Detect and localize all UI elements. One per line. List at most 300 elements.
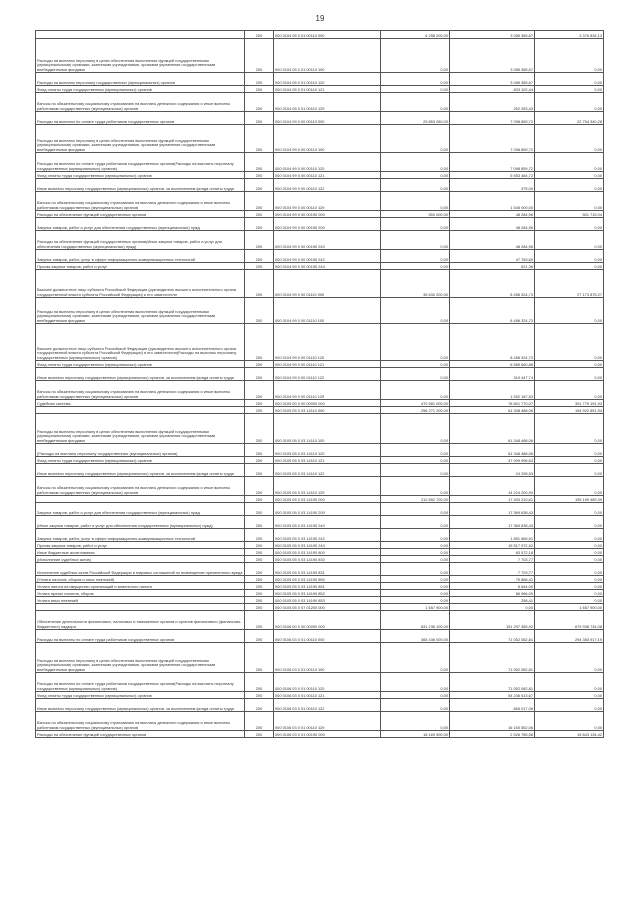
table-row xyxy=(36,712,604,731)
classification-code-cell: 000 0105 05 0 03 14190 242 xyxy=(274,529,381,542)
approved-amount-cell: 212 652 700,00 xyxy=(381,496,450,503)
line-code-cell: 200 xyxy=(245,400,274,407)
unexecuted-amount-cell: 0,00 xyxy=(535,172,604,179)
executed-amount-cell: 75 868,41 xyxy=(450,576,535,583)
unexecuted-amount-cell: 0,00 xyxy=(535,298,604,324)
executed-amount-cell: 24 298,53 xyxy=(450,464,535,477)
approved-amount-cell: 0,00 xyxy=(381,590,450,597)
approved-amount-cell: 1 657 900,00 xyxy=(381,604,450,611)
executed-amount-cell: 47 763,60 xyxy=(450,250,535,263)
unexecuted-amount-cell: 391 779 191,93 xyxy=(535,400,604,407)
executed-amount-cell: 833 102,44 xyxy=(450,86,535,93)
classification-code-cell: 000 0106 03 0 01 00190 000 xyxy=(274,731,381,738)
line-code-cell: 200 xyxy=(245,444,274,457)
classification-code-cell: 000 0105 05 0 03 14190 200 xyxy=(274,503,381,516)
table-row xyxy=(36,477,604,496)
expense-name-cell xyxy=(36,407,245,414)
approved-amount-cell: 0,00 xyxy=(381,298,450,324)
unexecuted-amount-cell: 0,00 xyxy=(535,699,604,712)
classification-code-cell: 000 0104 05 0 01 00110 129 xyxy=(274,93,381,112)
approved-amount-cell: 0,00 xyxy=(381,673,450,692)
expense-name-cell: Прочая закупка товаров, работ и услуг xyxy=(36,263,245,270)
unexecuted-amount-cell: 0,00 xyxy=(535,643,604,673)
expense-name-cell: Прочая закупка товаров, работ и услуг xyxy=(36,542,245,549)
approved-amount-cell: 0,00 xyxy=(381,361,450,368)
executed-amount-cell: 16 150 552,06 xyxy=(450,712,535,731)
expense-name-cell: Иные выплаты персоналу государственных (муниципальных) органов, за исключением фонда оплаты труда xyxy=(36,368,245,381)
unexecuted-amount-cell: 15 643 134,42 xyxy=(535,731,604,738)
executed-amount-cell: 17 369 638,43 xyxy=(450,516,535,529)
classification-code-cell: 000 0106 03 0 01 00110 100 xyxy=(274,643,381,673)
approved-amount-cell: 0,00 xyxy=(381,464,450,477)
unexecuted-amount-cell: 0,00 xyxy=(535,673,604,692)
unexecuted-amount-cell: 0,00 xyxy=(535,231,604,250)
table-row xyxy=(36,298,604,324)
line-code-cell: 200 xyxy=(245,563,274,576)
classification-code-cell: 000 0104 05 0 01 00110 100 xyxy=(274,39,381,73)
line-code-cell: 200 xyxy=(245,125,274,153)
unexecuted-amount-cell: 0,00 xyxy=(535,93,604,112)
table-row xyxy=(36,324,604,361)
expense-name-cell: Фонд оплаты труда государственных (муниципальных) органов xyxy=(36,172,245,179)
line-code-cell: 200 xyxy=(245,576,274,583)
line-code-cell: 200 xyxy=(245,516,274,529)
approved-amount-cell: 18 169 900,00 xyxy=(381,731,450,738)
approved-amount-cell: 0,00 xyxy=(381,597,450,604)
unexecuted-amount-cell: 0,00 xyxy=(535,368,604,381)
expense-name-cell: Фонд оплаты труда государственных (муниципальных) органов xyxy=(36,361,245,368)
unexecuted-amount-cell: 0,00 xyxy=(535,218,604,231)
executed-amount-cell: 61 348 488,06 xyxy=(450,407,535,414)
executed-amount-cell: 7 098 859,72 xyxy=(450,112,535,125)
table-row xyxy=(36,699,604,712)
approved-amount-cell: 0,00 xyxy=(381,93,450,112)
table-row xyxy=(36,576,604,583)
approved-amount-cell: 0,00 xyxy=(381,172,450,179)
classification-code-cell: 000 0104 99 0 00 00190 000 xyxy=(274,211,381,218)
expense-name-cell: Взносы по обязательному социальному страхованию на выплаты денежного содержания и иные выплаты работникам государственных (муниципальных) органов xyxy=(36,712,245,731)
executed-amount-cell: 3 085 365,67 xyxy=(450,31,535,39)
executed-amount-cell: 3 085 365,67 xyxy=(450,39,535,73)
classification-code-cell: 000 0105 05 0 03 14190 852 xyxy=(274,590,381,597)
line-code-cell: 200 xyxy=(245,496,274,503)
executed-amount-cell: 14 224 200,90 xyxy=(450,477,535,496)
executed-amount-cell: 71 052 082,81 xyxy=(450,673,535,692)
classification-code-cell: 000 0104 05 0 01 00110 121 xyxy=(274,86,381,93)
unexecuted-amount-cell: 3 376 834,13 xyxy=(535,31,604,39)
line-code-cell: 200 xyxy=(245,172,274,179)
approved-amount-cell: 0,00 xyxy=(381,368,450,381)
executed-amount-cell: 83 572,18 xyxy=(450,549,535,556)
executed-amount-cell: 7 098 859,72 xyxy=(450,153,535,172)
line-code-cell: 200 xyxy=(245,464,274,477)
unexecuted-amount-cell: 0,00 xyxy=(535,361,604,368)
table-row xyxy=(36,529,604,542)
unexecuted-amount-cell: 0,00 xyxy=(535,712,604,731)
unexecuted-amount-cell: 1 657 900,00 xyxy=(535,604,604,611)
approved-amount-cell: 0,00 xyxy=(381,153,450,172)
executed-amount-cell: 47 099 996,63 xyxy=(450,457,535,464)
unexecuted-amount-cell: 501 715,04 xyxy=(535,211,604,218)
approved-amount-cell: 0,00 xyxy=(381,576,450,583)
expense-name-cell: Взносы по обязательному социальному страхованию на выплаты денежного содержания и иные выплаты работникам государственных (муниципальных) органов xyxy=(36,93,245,112)
classification-code-cell: 000 0105 05 0 03 14190 831 xyxy=(274,563,381,576)
unexecuted-amount-cell: 294 383 917,19 xyxy=(535,630,604,643)
executed-amount-cell: 258,41 xyxy=(450,597,535,604)
classification-code-cell: 000 0105 05 0 03 14190 800 xyxy=(274,549,381,556)
table-row xyxy=(36,692,604,699)
expense-name-cell: Уплата иных платежей xyxy=(36,597,245,604)
classification-code-cell: 000 0104 99 0 00 00190 244 xyxy=(274,263,381,270)
line-code-cell: 200 xyxy=(245,503,274,516)
unexecuted-amount-cell: 0,00 xyxy=(535,549,604,556)
expense-name-cell: Расходы на выплаты персоналу в целях обеспечения выполнения функций государственными (муниципальными) органами, казенными учреждениями, органами управления государственными внебюджетными фондами xyxy=(36,39,245,73)
unexecuted-amount-cell: 27 173 875,27 xyxy=(535,270,604,298)
table-row xyxy=(36,457,604,464)
approved-amount-cell: 0,00 xyxy=(381,583,450,590)
unexecuted-amount-cell: 0,00 xyxy=(535,179,604,192)
table-row xyxy=(36,93,604,112)
approved-amount-cell: 0,00 xyxy=(381,529,450,542)
classification-code-cell: 000 0104 99 0 00 01110 100 xyxy=(274,298,381,324)
line-code-cell: 200 xyxy=(245,556,274,563)
executed-amount-cell: 71 052 082,81 xyxy=(450,643,535,673)
table-row xyxy=(36,31,604,39)
unexecuted-amount-cell: 0,00 xyxy=(535,263,604,270)
unexecuted-amount-cell: 0,00 xyxy=(535,583,604,590)
unexecuted-amount-cell: 0,00 xyxy=(535,529,604,542)
classification-code-cell: 000 0104 99 0 00 00110 122 xyxy=(274,179,381,192)
unexecuted-amount-cell: 0,00 xyxy=(535,324,604,361)
table-row xyxy=(36,153,604,172)
approved-amount-cell: 550 000,00 xyxy=(381,211,450,218)
line-code-cell: 200 xyxy=(245,590,274,597)
approved-amount-cell: 0,00 xyxy=(381,381,450,400)
unexecuted-amount-cell: 0,00 xyxy=(535,556,604,563)
classification-code-cell: 000 0106 03 0 01 00110 121 xyxy=(274,692,381,699)
executed-amount-cell: 7 703,77 xyxy=(450,563,535,576)
classification-code-cell: 000 0104 99 0 00 00110 100 xyxy=(274,125,381,153)
table-row xyxy=(36,368,604,381)
unexecuted-amount-cell: 0,00 xyxy=(535,39,604,73)
table-row xyxy=(36,381,604,400)
table-row xyxy=(36,542,604,549)
approved-amount-cell: 0,00 xyxy=(381,179,450,192)
expense-name-cell: Расходы на выплаты по оплате труда работников государственных органов xyxy=(36,630,245,643)
classification-code-cell: 000 0104 99 0 00 00190 240 xyxy=(274,231,381,250)
table-row xyxy=(36,172,604,179)
executed-amount-cell: 8 456 324,73 xyxy=(450,324,535,361)
line-code-cell: 200 xyxy=(245,270,274,298)
executed-amount-cell: 48 284,96 xyxy=(450,218,535,231)
executed-amount-cell: 8 456 324,73 xyxy=(450,298,535,324)
line-code-cell: 200 xyxy=(245,611,274,630)
executed-amount-cell: 375,00 xyxy=(450,179,535,192)
executed-amount-cell: 252 263,43 xyxy=(450,93,535,112)
unexecuted-amount-cell: 0,00 xyxy=(535,192,604,211)
approved-amount-cell: 0,00 xyxy=(381,549,450,556)
table-row xyxy=(36,496,604,503)
classification-code-cell: 000 0104 99 0 00 00190 242 xyxy=(274,250,381,263)
unexecuted-amount-cell: 195 199 489,39 xyxy=(535,496,604,503)
table-row xyxy=(36,270,604,298)
approved-amount-cell: 0,00 xyxy=(381,263,450,270)
approved-amount-cell: 0,00 xyxy=(381,712,450,731)
line-code-cell: 200 xyxy=(245,597,274,604)
approved-amount-cell: 4 258 200,00 xyxy=(381,31,450,39)
classification-code-cell: 000 0106 03 0 01 00110 129 xyxy=(274,712,381,731)
approved-amount-cell: 0,00 xyxy=(381,563,450,576)
line-code-cell: 200 xyxy=(245,153,274,172)
classification-code-cell: 000 0106 00 0 00 00000 000 xyxy=(274,611,381,630)
classification-code-cell: 000 0104 99 0 00 01110 121 xyxy=(274,361,381,368)
approved-amount-cell: 0,00 xyxy=(381,73,450,86)
unexecuted-amount-cell: 0,00 xyxy=(535,153,604,172)
unexecuted-amount-cell: 0,00 xyxy=(535,597,604,604)
unexecuted-amount-cell: 0,00 xyxy=(535,464,604,477)
approved-amount-cell: 365 436 000,00 xyxy=(381,630,450,643)
approved-amount-cell: 0,00 xyxy=(381,643,450,673)
expense-name-cell: Фонд оплаты труда государственных (муниципальных) органов xyxy=(36,457,245,464)
line-code-cell: 200 xyxy=(245,31,274,39)
line-code-cell: 200 xyxy=(245,583,274,590)
executed-amount-cell: 48 284,96 xyxy=(450,231,535,250)
expense-name-cell: Уплата прочих налогов, сборов xyxy=(36,590,245,597)
line-code-cell: 200 xyxy=(245,368,274,381)
line-code-cell: 200 xyxy=(245,692,274,699)
unexecuted-amount-cell: 0,00 xyxy=(535,516,604,529)
approved-amount-cell: 0,00 xyxy=(381,699,450,712)
line-code-cell: 200 xyxy=(245,361,274,368)
expense-name-cell: Расходы на обеспечение функций государственных органов xyxy=(36,731,245,738)
expense-name-cell: Фонд оплаты труда государственных (муниципальных) органов xyxy=(36,692,245,699)
approved-amount-cell: 0,00 xyxy=(381,39,450,73)
executed-amount-cell: 319 447,74 xyxy=(450,368,535,381)
unexecuted-amount-cell: 0,00 xyxy=(535,73,604,86)
expense-name-cell: Расходы на выплаты персоналу в целях обеспечения выполнения функций государственными (муниципальными) органами, казенными учреждениями, органами управления государственными внебюджетными фондами xyxy=(36,298,245,324)
table-row xyxy=(36,414,604,444)
expense-name-cell: Высшее должностное лицо субъекта Российской Федерации (руководитель высшего исполнительного органа государственной власти субъекта Российской Федерации) и его заместители xyxy=(36,270,245,298)
line-code-cell: 200 xyxy=(245,73,274,86)
approved-amount-cell: 0,00 xyxy=(381,324,450,361)
classification-code-cell: 000 0105 05 0 03 14190 853 xyxy=(274,597,381,604)
approved-amount-cell: 0,00 xyxy=(381,542,450,549)
unexecuted-amount-cell: 0,00 xyxy=(535,692,604,699)
unexecuted-amount-cell: 22 754 340,28 xyxy=(535,112,604,125)
unexecuted-amount-cell: 679 938 734,08 xyxy=(535,611,604,630)
classification-code-cell: 000 0105 05 0 03 14190 830 xyxy=(274,556,381,563)
expense-name-cell: (Расходы на выплаты персоналу государственных (муниципальных) органов) xyxy=(36,444,245,457)
expense-name-cell: Исполнение судебных актов Российской Федерации и мировых соглашений по возмещению причиненного вреда xyxy=(36,563,245,576)
table-row xyxy=(36,556,604,563)
expense-name-cell xyxy=(36,31,245,39)
classification-code-cell: 000 0104 05 0 01 00110 000 xyxy=(274,31,381,39)
approved-amount-cell: 0,00 xyxy=(381,692,450,699)
classification-code-cell: 000 0105 05 0 03 14190 850 xyxy=(274,576,381,583)
line-code-cell: 200 xyxy=(245,263,274,270)
unexecuted-amount-cell: 0,00 xyxy=(535,590,604,597)
classification-code-cell: 000 0104 99 0 00 00110 121 xyxy=(274,172,381,179)
approved-amount-cell: 0,00 xyxy=(381,477,450,496)
executed-amount-cell: 61 348 488,06 xyxy=(450,444,535,457)
line-code-cell: 200 xyxy=(245,218,274,231)
approved-amount-cell: 0,00 xyxy=(381,503,450,516)
table-body xyxy=(36,31,604,738)
expense-name-cell: Закупка товаров, работ, услуг в сфере информационно-коммуникационных технологий xyxy=(36,250,245,263)
line-code-cell: 200 xyxy=(245,192,274,211)
classification-code-cell: 000 0104 05 0 01 00110 120 xyxy=(274,73,381,86)
table-row xyxy=(36,516,604,529)
expense-name-cell: Иные выплаты персоналу государственных (муниципальных) органов, за исключением фонда оплаты труда xyxy=(36,179,245,192)
executed-amount-cell: 5 553 484,72 xyxy=(450,172,535,179)
classification-code-cell: 000 0104 99 0 00 00110 129 xyxy=(274,192,381,211)
classification-code-cell: 000 0105 05 0 03 14190 244 xyxy=(274,542,381,549)
executed-amount-cell: 2 526 765,58 xyxy=(450,731,535,738)
classification-code-cell: 000 0104 99 0 00 01110 129 xyxy=(274,381,381,400)
expense-name-cell: Судебная система xyxy=(36,400,245,407)
approved-amount-cell: 0,00 xyxy=(381,516,450,529)
classification-code-cell: 000 0104 99 0 00 01110 120 xyxy=(274,324,381,361)
expense-name-cell: Закупка товаров, работ и услуг для обеспечения государственных (муниципальных) нужд xyxy=(36,503,245,516)
expense-name-cell: Расходы на обеспечение функций государственных органов xyxy=(36,211,245,218)
table-row xyxy=(36,179,604,192)
unexecuted-amount-cell: 0,00 xyxy=(535,542,604,549)
executed-amount-cell: 3 085 365,67 xyxy=(450,73,535,86)
approved-amount-cell: 0,00 xyxy=(381,444,450,457)
approved-amount-cell: 470 581 000,00 xyxy=(381,400,450,407)
executed-amount-cell: 521,36 xyxy=(450,263,535,270)
table-row xyxy=(36,407,604,414)
approved-amount-cell: 256 271 200,00 xyxy=(381,407,450,414)
executed-amount-cell: 1 851 665,91 xyxy=(450,529,535,542)
line-code-cell: 200 xyxy=(245,324,274,361)
line-code-cell: 200 xyxy=(245,211,274,218)
executed-amount-cell: 151 297 365,92 xyxy=(450,611,535,630)
table-row xyxy=(36,590,604,597)
unexecuted-amount-cell: 0,00 xyxy=(535,576,604,583)
expense-name-cell: (Иные закупки товаров, работ и услуг для обеспечения государственных (муниципальных) нужд) xyxy=(36,516,245,529)
expense-name-cell: Иные выплаты персоналу государственных (муниципальных) органов, за исключением фонда оплаты труда xyxy=(36,464,245,477)
executed-amount-cell: 8 644,00 xyxy=(450,583,535,590)
approved-amount-cell: 0,00 xyxy=(381,192,450,211)
unexecuted-amount-cell: 0,00 xyxy=(535,563,604,576)
executed-amount-cell: 8 456 324,73 xyxy=(450,270,535,298)
approved-amount-cell: 0,00 xyxy=(381,250,450,263)
classification-code-cell: 000 0105 05 0 03 14110 100 xyxy=(274,414,381,444)
expense-name-cell: (Уплата налогов, сборов и иных платежей) xyxy=(36,576,245,583)
table-row xyxy=(36,231,604,250)
classification-code-cell: 000 0105 05 0 03 14190 000 xyxy=(274,496,381,503)
expense-name-cell xyxy=(36,604,245,611)
unexecuted-amount-cell: 194 922 851,94 xyxy=(535,407,604,414)
expense-name-cell: Расходы на выплаты персоналу в целях обеспечения выполнения функций государственными (муниципальными) органами, казенными учреждениями, органами управления государственными внебюджетными фондами xyxy=(36,125,245,153)
table-row xyxy=(36,549,604,556)
unexecuted-amount-cell: 0,00 xyxy=(535,381,604,400)
line-code-cell: 200 xyxy=(245,250,274,263)
unexecuted-amount-cell: 0,00 xyxy=(535,125,604,153)
table-row xyxy=(36,250,604,263)
expense-name-cell: Закупка товаров, работ, услуг в сфере информационно-коммуникационных технологий xyxy=(36,529,245,542)
expense-name-cell xyxy=(36,496,245,503)
classification-code-cell: 000 0106 03 0 01 00110 122 xyxy=(274,699,381,712)
line-code-cell: 200 xyxy=(245,39,274,73)
executed-amount-cell: 7 098 859,72 xyxy=(450,125,535,153)
executed-amount-cell: 61 348 488,06 xyxy=(450,414,535,444)
line-code-cell: 200 xyxy=(245,699,274,712)
expense-name-cell: Обеспечение деятельности финансовых, налоговых и таможенных органов и органов финансового (финансово-бюджетного) надзора xyxy=(36,611,245,630)
table-row xyxy=(36,673,604,692)
classification-code-cell: 000 0104 99 0 00 01110 122 xyxy=(274,368,381,381)
executed-amount-cell: 78 801 770,07 xyxy=(450,400,535,407)
executed-amount-cell: 66 966,00 xyxy=(450,590,535,597)
table-row xyxy=(36,73,604,86)
line-code-cell: 200 xyxy=(245,643,274,673)
table-row xyxy=(36,731,604,738)
approved-amount-cell: 29 853 280,00 xyxy=(381,112,450,125)
table-row xyxy=(36,583,604,590)
table-row xyxy=(36,192,604,211)
expense-name-cell: Иные выплаты персоналу государственных (муниципальных) органов, за исключением фонда оплаты труда xyxy=(36,699,245,712)
line-code-cell: 200 xyxy=(245,86,274,93)
classification-code-cell: 000 0105 05 0 03 14190 240 xyxy=(274,516,381,529)
table-row xyxy=(36,503,604,516)
table-row xyxy=(36,400,604,407)
expense-name-cell: Расходы на выплаты по оплате труда работников государственных органов(Расходы на выплаты персоналу государственных (муниципальных) органов) xyxy=(36,673,245,692)
expense-name-cell: Иные бюджетные ассигнования xyxy=(36,549,245,556)
table-row xyxy=(36,643,604,673)
page-number: 19 xyxy=(315,14,325,23)
executed-amount-cell: 54 236 513,67 xyxy=(450,692,535,699)
expense-name-cell: Уплата налога на имущество организаций и земельного налога xyxy=(36,583,245,590)
unexecuted-amount-cell: 0,00 xyxy=(535,444,604,457)
approved-amount-cell: 0,00 xyxy=(381,125,450,153)
executed-amount-cell: 15 517 972,52 xyxy=(450,542,535,549)
executed-amount-cell: 0,00 xyxy=(450,604,535,611)
table-row xyxy=(36,86,604,93)
classification-code-cell: 000 0105 00 0 00 00000 000 xyxy=(274,400,381,407)
line-code-cell: 200 xyxy=(245,731,274,738)
expense-name-cell: Закупка товаров, работ и услуг для обеспечения государственных (муниципальных) нужд xyxy=(36,218,245,231)
table-row xyxy=(36,563,604,576)
line-code-cell: 200 xyxy=(245,381,274,400)
executed-amount-cell: 48 284,96 xyxy=(450,211,535,218)
expense-name-cell: Расходы на обеспечение функций государственных органов(Иные закупки товаров, работ и услуг для обеспечения государственных (муниципальных) нужд) xyxy=(36,231,245,250)
approved-amount-cell: 831 236 100,00 xyxy=(381,611,450,630)
line-code-cell: 200 xyxy=(245,542,274,549)
table-row xyxy=(36,218,604,231)
expense-name-cell: Высшее должностное лицо субъекта Российской Федерации (руководитель высшего исполнительного органа государственной власти субъекта Российской Федерации) и его заместители(Расходы на выплаты персоналу государственных (муниципальных) органов) xyxy=(36,324,245,361)
classification-code-cell: 000 0104 99 0 00 01110 000 xyxy=(274,270,381,298)
line-code-cell: 200 xyxy=(245,457,274,464)
line-code-cell: 200 xyxy=(245,414,274,444)
table-row xyxy=(36,125,604,153)
line-code-cell: 200 xyxy=(245,604,274,611)
classification-code-cell: 000 0106 03 0 01 00110 000 xyxy=(274,630,381,643)
line-code-cell: 200 xyxy=(245,407,274,414)
executed-amount-cell: 17 453 210,61 xyxy=(450,496,535,503)
table-row xyxy=(36,263,604,270)
line-code-cell: 200 xyxy=(245,549,274,556)
table-row xyxy=(36,39,604,73)
line-code-cell: 200 xyxy=(245,630,274,643)
classification-code-cell: 000 0105 05 0 03 14110 000 xyxy=(274,407,381,414)
classification-code-cell: 000 0105 05 0 03 14110 122 xyxy=(274,464,381,477)
line-code-cell: 200 xyxy=(245,477,274,496)
classification-code-cell: 000 0105 05 0 07 01200 000 xyxy=(274,604,381,611)
table-row xyxy=(36,604,604,611)
expense-name-cell: Расходы на выплаты персоналу государственных (муниципальных) органов xyxy=(36,73,245,86)
table-row xyxy=(36,464,604,477)
